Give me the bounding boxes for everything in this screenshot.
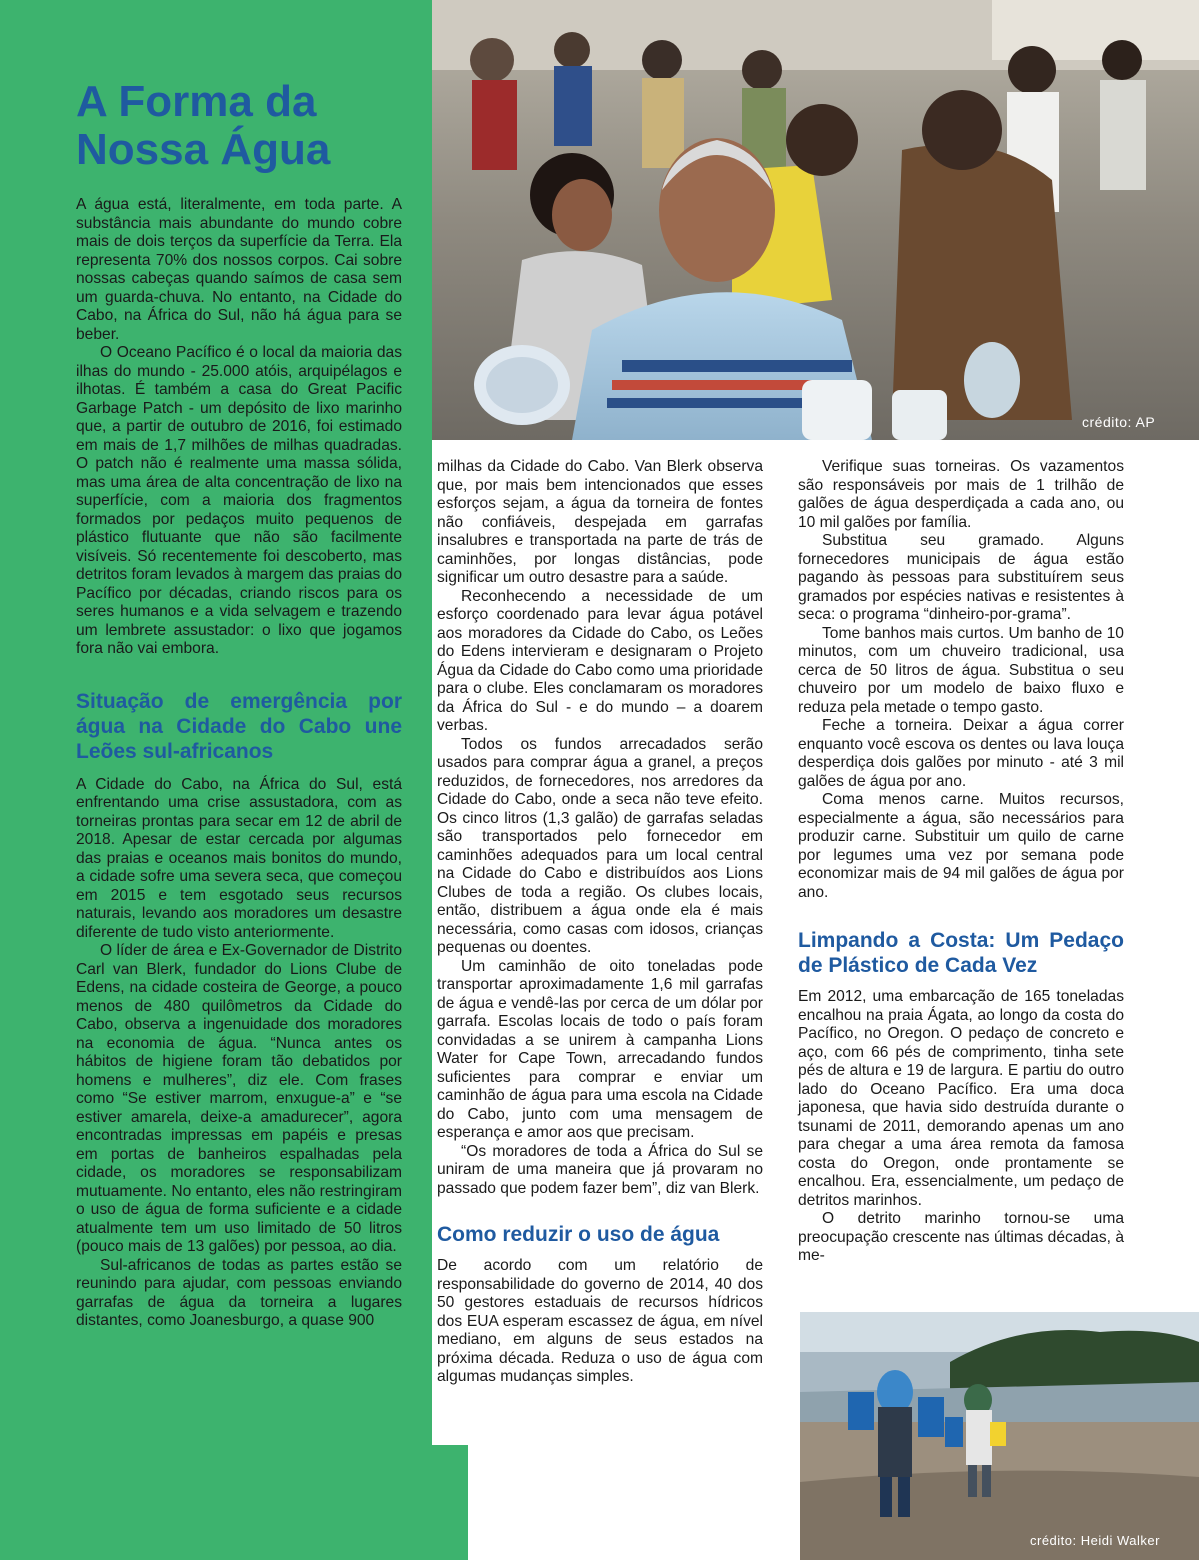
section-heading-coast-cleanup: Limpando a Costa: Um Pedaço de Plástico de Cada Vez xyxy=(798,929,1124,977)
body-paragraph: Um caminhão de oito toneladas pode transportar aproximadamente 1,6 mil garrafas de água e vendê-las por cerca de um dólar por garrafa. Escolas locais de todo o país foram convidadas a se unirem à campanha Lions Water for Cape Town, arrecadando fundos suficientes para comprar e enviar um caminhão de água para uma escola na Cidade do Cabo, junto com uma mensagem de esperança e amor aos que precisam. xyxy=(437,957,763,1141)
tip-paragraph: Tome banhos mais curtos. Um banho de 10 minutos, com um chuveiro tradicional, usa cerca de 50 litros de água. Substitua o seu chuveiro por um modelo de baixo fluxo e reduza pela metade o tempo gasto. xyxy=(798,624,1124,716)
body-paragraph: Todos os fundos arrecadados serão usados para comprar água a granel, a preços reduzidos, de fornecedores, nos arredores da Cidade do Cabo, onde a seca não teve efeito. Os cinco litros (1,3 galão) de garrafas seladas são transportados pelo fornecedor em caminhões adequados para um local central na Cidade do Cabo e distribuídos aos Lions Clubes de toda a região. Os clubes locais, então, distribuem a água onde ela é mais necessária, como casas com idosos, crianças pequenas ou doentes. xyxy=(437,735,763,956)
body-paragraph: Reconhecendo a necessidade de um esforço coordenado para levar água potável aos moradores da Cidade do Cabo, os Leões do Edens intervieram e designaram o Projeto Água da Cidade do Cabo como uma prioridade para o clube. Eles conclamaram os moradores da África do Sul - e do mundo – a doarem verbas. xyxy=(437,587,763,734)
body-paragraph: Sul-africanos de todas as partes estão se reunindo para ajudar, com pessoas enviando garrafas de água da torneira a lugares distantes, como Joanesburgo, a quase 900 xyxy=(76,1256,402,1329)
tip-paragraph: Feche a torneira. Deixar a água correr enquanto você escova os dentes ou lava louça desperdiça dois galões por minuto - até 3 mil galões de água por ano. xyxy=(798,717,1124,790)
section-heading-cape-town: Situação de emergência por água na Cidade do Cabo une Leões sul-africanos xyxy=(76,689,402,763)
bottom-photo-credit: crédito: Heidi Walker xyxy=(1030,1533,1160,1548)
body-paragraph: milhas da Cidade do Cabo. Van Blerk observa que, por mais bem intencionados que esses esforços sejam, a água da torneira de fontes não confiáveis, despejada em garrafas insalubres e transportada na parte de trás de caminhões, por longas distâncias, pode significar um outro desastre para a saúde. xyxy=(437,458,763,586)
column-1 xyxy=(76,196,402,1331)
tip-paragraph: Coma menos carne. Muitos recursos, especialmente a água, são necessários para produzir carne. Substituir um quilo de carne por legumes uma vez por semana pode economizar mais de 94 mil galões de água por ano. xyxy=(798,791,1124,901)
intro-paragraph: O Oceano Pacífico é o local da maioria das ilhas do mundo - 25.000 atóis, arquipélagos e ilhotas. É também a casa do Great Pacific Garbage Patch - um depósito de lixo marinho que, a partir de outubro de 2016, foi estimado em mais de 1,7 milhões de milhas quadradas. O patch não é realmente uma massa sólida, mas uma área de alta concentração de lixo na superfície, com a maioria dos fragmentos formados por pedaços muito pequenos de plástico flutuante que não são facilmente visíveis. Só recentemente foi descoberto, mas detritos foram levados à margem das praias do Pacífico por décadas, criando riscos para os seres humanos e a vida selvagem e trazendo um lembrete assustador: o lixo que jogamos fora não vai embora. xyxy=(76,344,402,657)
column-3 xyxy=(798,458,1124,1266)
body-paragraph: De acordo com um relatório de responsabilidade do governo de 2014, 40 dos 50 gestores estaduais de recursos hídricos dos EUA esperam escassez de água, em nível mediano, em alguns de seus estados na próxima década. Reduza o uso de água com algumas mudanças simples. xyxy=(437,1257,763,1385)
body-paragraph: O líder de área e Ex-Governador de Distrito Carl van Blerk, fundador do Lions Clube de Edens, na cidade costeira de George, a pouco menos de 480 quilômetros da Cidade do Cabo, observa a ingenuidade dos moradores na economia de água. “Nunca antes os hábitos de higiene foram tão debatidos por homens e mulheres”, diz ele. Com frases como “Se estiver marrom, enxugue-a” e “se estiver amarela, deixe-a amadurecer”, agora encontradas impressas em papéis e presas em portas de banheiros espalhadas pela cidade, os moradores se responsabilizam mutuamente. No entanto, eles não restringiram o uso de água de forma suficiente e a cidade atualmente tem um uso limitado de 50 litros (pouco mais de 13 galões) por pessoa, ao dia. xyxy=(76,942,402,1255)
column-2 xyxy=(437,458,763,1387)
body-paragraph: “Os moradores de toda a África do Sul se uniram de uma maneira que já provaram no passado que podem fazer bem”, diz van Blerk. xyxy=(437,1142,763,1197)
green-panel-extension xyxy=(432,1445,468,1560)
tip-paragraph: Substitua seu gramado. Alguns fornecedores municipais de água estão pagando às pessoas para substituírem seus gramados por espécies nativas e resistentes à seca: o programa “dinheiro-por-grama”. xyxy=(798,532,1124,623)
section-heading-reduce-water: Como reduzir o uso de água xyxy=(437,1223,720,1246)
body-paragraph: O detrito marinho tornou-se uma preocupação crescente nas últimas décadas, à me- xyxy=(798,1210,1124,1264)
beach-cleanup-photo xyxy=(800,1312,1199,1560)
tip-paragraph: Verifique suas torneiras. Os vazamentos são responsáveis por mais de 1 trilhão de galões de água desperdiçada a cada ano, ou 10 mil galões por família. xyxy=(798,458,1124,531)
intro-paragraph: A água está, literalmente, em toda parte. A substância mais abundante do mundo cobre mais de dois terços da superfície da Terra. Ela representa 70% dos nossos corpos. Cai sobre nossas cabeças quando saímos de casa sem um guarda-chuva. No entanto, na Cidade do Cabo, na África do Sul, não há água para se beber. xyxy=(76,196,402,343)
top-photo-credit: crédito: AP xyxy=(1082,414,1156,430)
body-paragraph: Em 2012, uma embarcação de 165 toneladas encalhou na praia Ágata, ao longo da costa do Pacífico, no Oregon. O pedaço de concreto e aço, com 66 pés de comprimento, tinha sete pés de altura e 19 de largura. E partiu do outro lado do Oceano Pacífico. Era uma doca japonesa, que havia sido destruída durante o tsunami de 2011, demorando apenas um ano para chegar a uma área remota da famosa costa do Oregon, onde prontamente se encalhou. Era, essencialmente, um pedaço de detritos marinhos. xyxy=(798,988,1124,1209)
body-paragraph: A Cidade do Cabo, na África do Sul, está enfrentando uma crise assustadora, com as torneiras prontas para secar em 12 de abril de 2018. Apesar de estar cercada por algumas das praias e oceanos mais bonitos do mundo, a cidade sofre uma severa seca, que começou em 2015 e tem esgotado seus recursos naturais, levando aos moradores um desastre diferente de tudo visto anteriormente. xyxy=(76,775,402,941)
article-title: A Forma da Nossa Água xyxy=(76,77,331,174)
water-queue-photo xyxy=(432,0,1199,440)
